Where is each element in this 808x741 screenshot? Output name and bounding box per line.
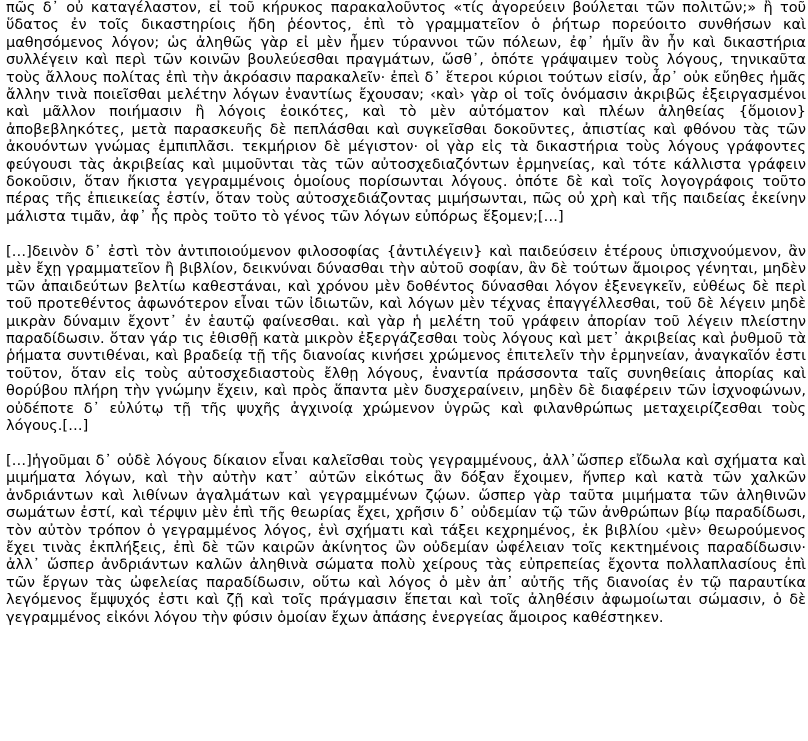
paragraph-1: πῶς δ᾽ οὐ καταγέλαστον, εἰ τοῦ κήρυκος παρακαλοῦντος «τίς ἀγορεύειν βούλεται τῶν πολιτῶν;» ἢ τοῦ ὕδατος ἐν τοῖς δικαστηρίοις ἤδη ῥέοντος, ἐπὶ τὸ γραμματεῖον ὁ ῥήτωρ πορεύοιτο συνθήσων καὶ μαθησόμενος λόγον; ὡς ἀληθῶς γὰρ εἰ μὲν ἦμεν τύραννοι τῶν πόλεων, ἐφ᾽ ἡμῖν ἂν ἦν καὶ δικαστήρια συλλέγειν καὶ περὶ τῶν κοινῶν βουλεύεσθαι πραγμάτων, ὥσθ᾽, ὁπότε γράψαιμεν τοὺς λόγους, τηνικαῦτα τοὺς ἄλλους πολίτας ἐπὶ τὴν ἀκρόασιν παρακαλεῖν· ἐπεὶ δ᾽ ἕτεροι κύριοι τούτων εἰσίν, ἆρ᾽ οὐκ εὔηθες ἡμᾶς ἄλλην τινὰ ποιεῖσθαι μελέτην λόγων ἐναντίως ἔχουσαν; ‹καὶ› γὰρ οἱ τοῖς ὀνόμασιν ἀκριβῶς ἐξειργασμένοι καὶ μᾶλλον ποιήμασιν ἢ λόγοις ἐοικότες, καὶ τὸ μὲν αὐτόματον καὶ πλέων ἀληθείας {ὅμοιον} ἀποβεβληκότες, μετὰ παρασκευῆς δὲ πεπλάσθαι καὶ συγκεῖσθαι δοκοῦντες, ἀπιστίας καὶ φθόνου τὰς τῶν ἀκουόντων γνώμας ἐμπιπλᾶσι. τεκμήριον δὲ μέγιστον· οἱ γὰρ εἰς τὰ δικαστήρια τοὺς λόγους γράφοντες φεύγουσι τὰς ἀκριβείας καὶ μιμοῦνται τὰς τῶν αὐτοσχεδιαζόντων ἑρμηνείας, καὶ τότε κάλλιστα γράφειν δοκοῦσιν, ὅταν ἥκιστα γεγραμμένοις ὁμοίους πορίσωνται λόγους. ὁπότε δὲ καὶ τοῖς λογογράφοις τοῦτο πέρας τῆς ἐπιεικείας ἐστίν, ὅταν τοὺς αὐτοσχεδιάζοντας μιμήσωνται, πῶς οὐ χρὴ καὶ τῆς παιδείας ἐκείνην μάλιστα τιμᾶν, ἀφ᾽ ἧς πρὸς τοῦτο τὸ γένος τῶν λόγων εὐπόρως ἕξομεν;[…]	[6, 0, 806, 225]
paragraph-3: […]ἡγοῦμαι δ᾽ οὐδὲ λόγους δίκαιον εἶναι καλεῖσθαι τοὺς γεγραμμένους, ἀλλ᾽ὥσπερ εἴδωλα καὶ σχήματα καὶ μιμήματα λόγων, καὶ τὴν αὐτὴν κατ᾽ αὐτῶν εἰκότως ἂν δόξαν ἔχοιμεν, ἥνπερ καὶ κατὰ τῶν χαλκῶν ἀνδριάντων καὶ λιθίνων ἀγαλμάτων καὶ γεγραμμένων ζῴων. ὥσπερ γὰρ ταῦτα μιμήματα τῶν ἀληθινῶν σωμάτων ἐστί, καὶ τέρψιν μὲν ἐπὶ τῆς θεωρίας ἔχει, χρῆσιν δ᾽ οὐδεμίαν τῷ τῶν ἀνθρώπων βίῳ παραδίδωσι, τὸν αὐτὸν τρόπον ὁ γεγραμμένος λόγος, ἑνὶ σχήματι καὶ τάξει κεχρημένος, ἐκ βιβλίου ‹μὲν› θεωρούμενος ἔχει τινὰς ἐκπλήξεις, ἐπὶ δὲ τῶν καιρῶν ἀκίνητος ὢν οὐδεμίαν ὠφέλειαν τοῖς κεκτημένοις παραδίδωσιν· ἀλλ᾽ ὥσπερ ἀνδριάντων καλῶν ἀληθινὰ σώματα πολὺ χείρους τὰς εὐπρεπείας ἔχοντα πολλαπλασίους ἐπὶ τῶν ἔργων τὰς ὠφελείας παραδίδωσιν, οὕτω καὶ λόγος ὁ μὲν ἀπ᾽ αὐτῆς τῆς διανοίας ἐν τῷ παραυτίκα λεγόμενος ἔμψυχός ἐστι καὶ ζῇ καὶ τοῖς πράγμασιν ἕπεται καὶ τοῖς ἀληθέσιν ἀφωμοίωται σώμασιν, ὁ δὲ γεγραμμένος εἰκόνι λόγου τὴν φύσιν ὁμοίαν ἔχων ἁπάσης ἐνεργείας ἄμοιρος καθέστηκεν.	[6, 452, 806, 626]
paragraph-2: […]δεινὸν δ᾽ ἐστὶ τὸν ἀντιποιούμενον φιλοσοφίας {ἀντιλέγειν} καὶ παιδεύσειν ἑτέρους ὑπισχνούμενον, ἂν μὲν ἔχῃ γραμματεῖον ἢ βιβλίον, δεικνύναι δύνασθαι τὴν αὑτοῦ σοφίαν, ἂν δὲ τούτων ἄμοιρος γένηται, μηδὲν τῶν ἀπαιδεύτων βελτίω καθεστάναι, καὶ χρόνου μὲν δοθέντος δύνασθαι λόγον ἐξενεγκεῖν, εὐθέως δὲ περὶ τοῦ προτεθέντος ἀφωνότερον εἶναι τῶν ἰδιωτῶν, καὶ λόγων μὲν τέχνας ἐπαγγέλλεσθαι, τοῦ δὲ λέγειν μηδὲ μικρὰν δύναμιν ἔχοντ᾽ ἐν ἑαυτῷ φαίνεσθαι. καὶ γὰρ ἡ μελέτη τοῦ γράφειν ἀπορίαν τοῦ λέγειν πλείστην παραδίδωσιν. ὅταν γάρ τις ἐθισθῇ κατὰ μικρὸν ἐξεργάζεσθαι τοὺς λόγους καὶ μετ᾽ ἀκριβείας καὶ ῥυθμοῦ τὰ ῥήματα συντιθέναι, καὶ βραδείᾳ τῇ τῆς διανοίας κινήσει χρώμενος ἐπιτελεῖν τὴν ἑρμηνείαν, ἀναγκαῖόν ἐστι τοῦτον, ὅταν εἰς τοὺς αὐτοσχεδιαστοὺς ἔλθῃ λόγους, ἐναντία πράσσοντα ταῖς συνηθείαις ἀπορίας καὶ θορύβου πλήρη τὴν γνώμην ἔχειν, καὶ πρὸς ἅπαντα μὲν δυσχεραίνειν, μηδὲν δὲ διαφέρειν τῶν ἰσχνοφώνων, οὐδέποτε δ᾽ εὐλύτῳ τῇ τῆς ψυχῆς ἀγχινοίᾳ χρώμενον ὑγρῶς καὶ φιλανθρώπως μεταχειρίζεσθαι τοὺς λόγους.[…]	[6, 243, 806, 434]
